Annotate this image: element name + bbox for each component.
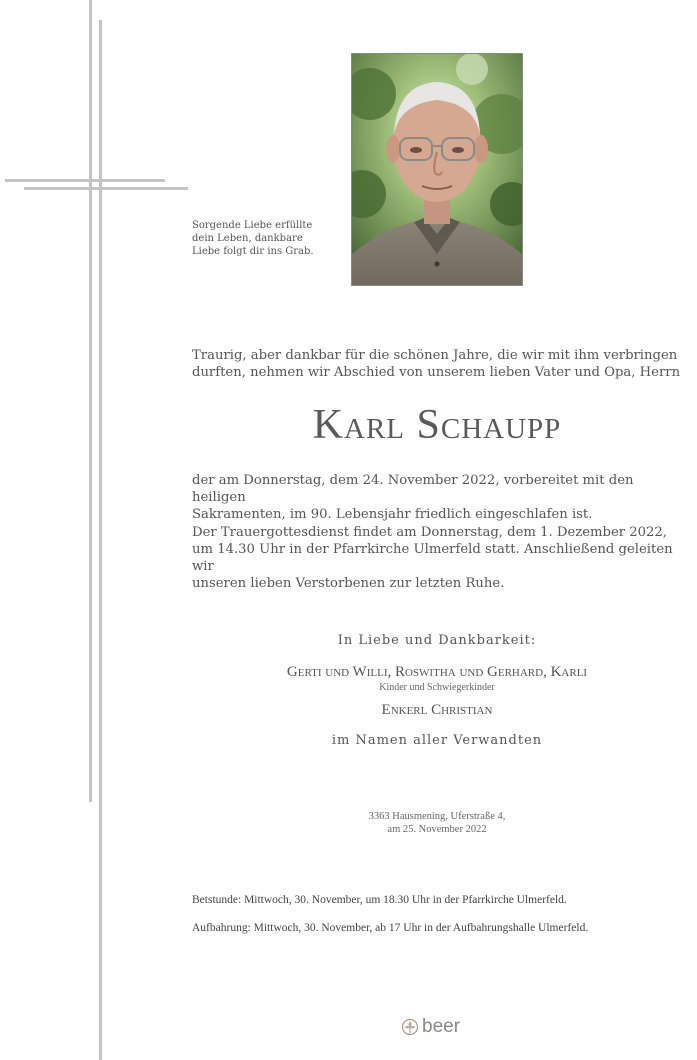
motto-line: Liebe folgt dir ins Grab. [192,246,314,257]
prayer-service: Betstunde: Mittwoch, 30. November, um 18.30 Uhr in der Pfarrkirche Ulmerfeld. [192,894,567,906]
viewing-service: Aufbahrung: Mittwoch, 30. November, ab 17 Uhr in der Aufbahrungshalle Ulmerfeld. [192,922,589,934]
address [192,810,682,836]
death-notice-line: Sakramenten, im 90. Lebensjahr friedlich eingeschlafen ist. [192,507,593,522]
address-line: am 25. November 2022 [387,824,487,835]
funeral-notice [192,524,682,592]
grandchild-line: Enkerl Christian [381,702,493,718]
motto-line: dein Leben, dankbare [192,233,303,244]
cross-vertical-line-2 [99,20,102,1060]
funeral-line: Der Trauergottesdienst findet am Donnerstag, dem 1. Dezember 2022, [192,525,668,540]
relatives-line: im Namen aller Verwandten [331,733,543,748]
motto [192,219,342,258]
address-line: 3363 Hausmening, Uferstraße 4, [368,811,506,822]
family-relation: Kinder und Schwiegerkinder [379,682,495,693]
death-notice-line: der am Donnerstag, dem 24. November 2022, vorbereitet mit den heiligen [192,473,634,505]
family-line: Gerti und Willi, Roswitha und Gerhard, Karli [286,664,588,680]
cross-vertical-line-1 [89,0,92,802]
portrait-illustration [352,54,522,285]
intro-line: Traurig, aber dankbar für die schönen Jahre, die wir mit ihm verbringen [192,348,678,363]
funeral-home-logo [401,1014,460,1040]
portrait-photo [351,53,523,286]
cross-horizontal-line-1 [5,179,165,182]
deceased-name: Karl Schaupp [312,402,562,448]
funeral-line: um 14.30 Uhr in der Pfarrkirche Ulmerfeld statt. Anschließend geleiten wir [192,542,673,574]
intro-line: durften, nehmen wir Abschied von unserem lieben Vater und Opa, Herrn [192,365,681,380]
funeral-line: unseren lieben Verstorbenen zur letzten Ruhe. [192,576,505,591]
intro-text [192,347,682,381]
cross-horizontal-line-2 [24,187,188,190]
death-notice [192,472,682,523]
motto-line: Sorgende Liebe erfüllte [192,220,313,231]
flower-logo-icon [401,1018,419,1036]
logo-text: beer [422,1016,461,1037]
closing-heading: In Liebe und Dankbarkeit: [337,633,537,648]
